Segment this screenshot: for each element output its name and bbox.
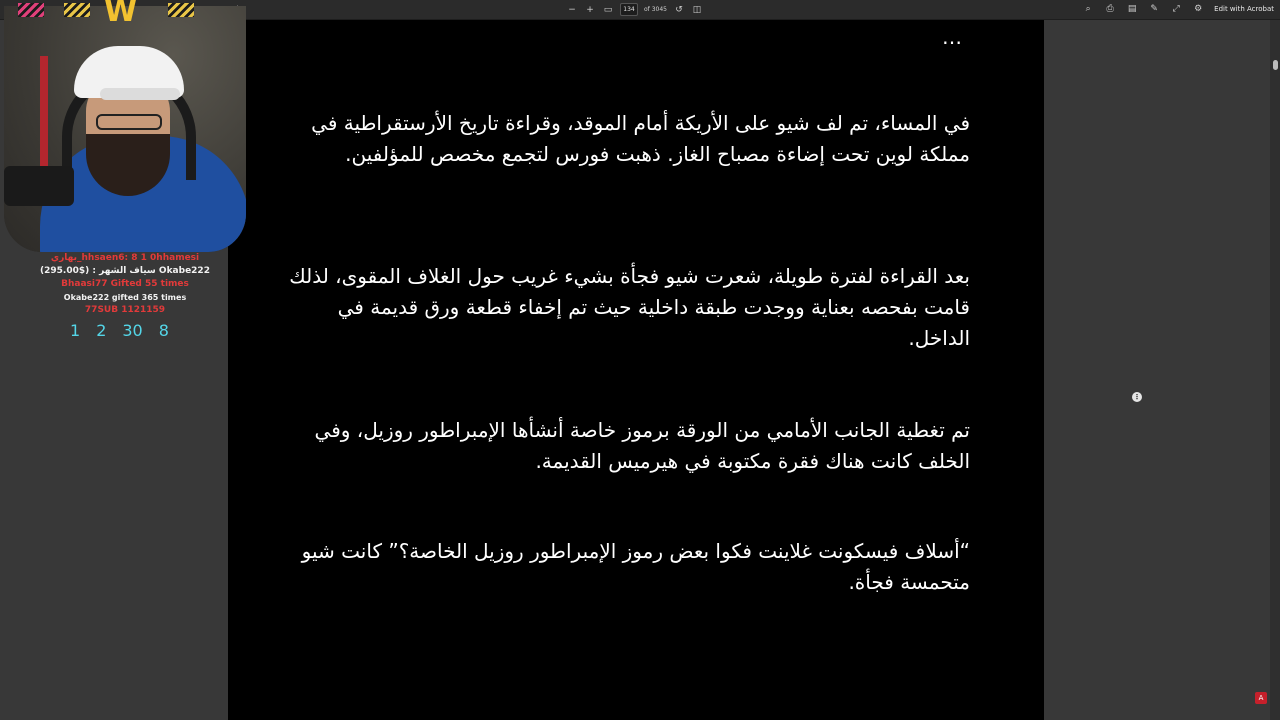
print-icon[interactable]: ⎙: [1106, 4, 1114, 14]
annotate-icon[interactable]: ✎: [1150, 4, 1158, 14]
channel-logo-icon: W: [104, 0, 138, 29]
expand-icon[interactable]: ⤢: [1172, 4, 1180, 14]
alert-line-3: Bhaasi77 Gifted 55 times: [61, 279, 189, 289]
webcam-cap-brim: [100, 88, 180, 100]
counter-value: 30: [122, 321, 143, 340]
decoration-pattern-icon: [18, 3, 44, 17]
alert-line-5: 77SUB 1121159: [84, 305, 166, 315]
rotate-icon[interactable]: ↺: [675, 4, 683, 15]
toolbar-right: [1082, 3, 1274, 15]
decoration-pattern-icon: [64, 3, 90, 17]
counter-value: 8: [158, 321, 169, 340]
scrollbar-thumb[interactable]: [1273, 60, 1278, 70]
page-number-input[interactable]: 134: [620, 3, 638, 16]
zoom-in-icon[interactable]: +: [586, 4, 594, 15]
alert-line-4: Okabe222 gifted 365 times: [63, 293, 187, 302]
vertical-scrollbar[interactable]: [1270, 20, 1280, 720]
decoration-pattern-icon: [168, 3, 194, 17]
webcam-cable: [40, 56, 48, 166]
paragraph-4: “أسلاف فيسكونت غلاينت فكوا بعض رموز الإمبراطور روزيل الخاصة؟” كانت شيو متحمسة فجأة.: [301, 539, 970, 594]
save-icon[interactable]: ▤: [1127, 4, 1137, 14]
webcam-glasses: [96, 114, 162, 130]
page-view-icon[interactable]: ◫: [692, 4, 702, 15]
toolbar-center: [566, 3, 703, 16]
edit-with-acrobat-button[interactable]: Edit with Acrobat: [1214, 5, 1274, 13]
webcam-microphone: [4, 166, 74, 206]
ellipsis-text: …: [942, 25, 964, 49]
webcam-feed: [4, 6, 246, 252]
settings-icon[interactable]: ⚙: [1194, 4, 1203, 14]
alert-line-2: سياف الشهر : ($295.00) Okabe222: [40, 266, 210, 276]
search-icon[interactable]: ⌕: [1085, 4, 1091, 14]
stream-counters: [0, 321, 250, 340]
fit-page-icon[interactable]: ▭: [603, 4, 613, 15]
zoom-out-icon[interactable]: −: [568, 4, 576, 15]
pdf-page: [228, 20, 1044, 720]
stream-overlay: [0, 0, 250, 360]
counter-value: 2: [96, 321, 107, 340]
paragraph-1: في المساء، تم لف شيو على الأريكة أمام الموقد، وقراءة تاريخ الأرستقراطية في مملكة لوين تحت إضاءة مصباح الغاز. ذهبت فورس لتجمع مخصص للمؤلفين.: [311, 111, 970, 166]
alert-line-1: بهاري_hhsaen6: 8 1 0hhamesi: [50, 253, 200, 263]
paragraph-2: بعد القراءة لفترة طويلة، شعرت شيو فجأة بشيء غريب حول الغلاف المقوى، لذلك قامت بفحصه بعناية ووجدت طبقة داخلية حيث تم إخفاء قطعة ورق قديمة في الداخل.: [289, 264, 970, 350]
info-icon[interactable]: ⋮: [1133, 393, 1141, 401]
paragraph-3: تم تغطية الجانب الأمامي من الورقة برموز خاصة أنشأها الإمبراطور روزيل، وفي الخلف كانت هناك فقرة مكتوبة في هيرميس القديمة.: [314, 418, 970, 473]
acrobat-icon[interactable]: A: [1255, 692, 1267, 704]
alerts-panel: [0, 252, 250, 340]
page-total: of 3045: [644, 6, 667, 13]
counter-value: 1: [70, 321, 81, 340]
